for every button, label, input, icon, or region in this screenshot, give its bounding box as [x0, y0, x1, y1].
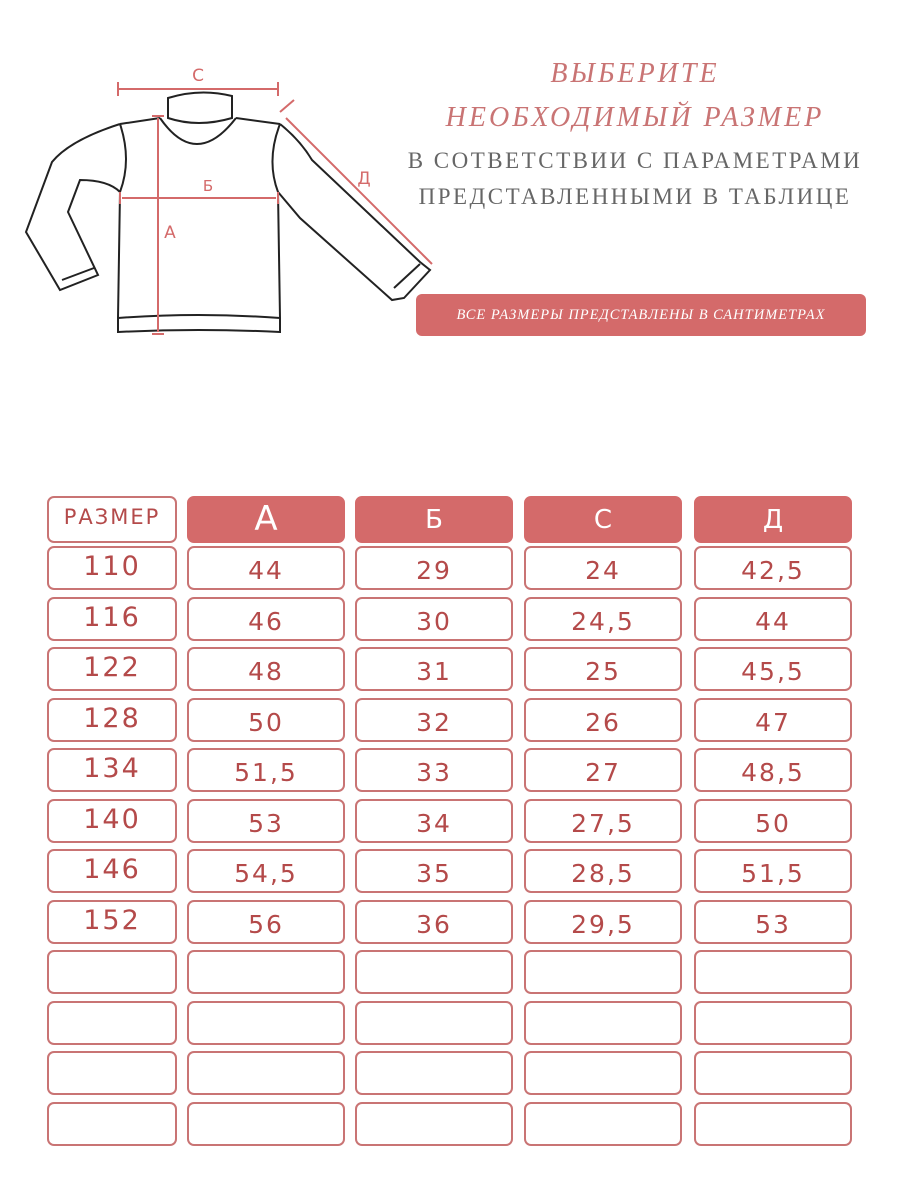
cell-value: 47: [755, 707, 791, 737]
table-cell-d: [694, 1102, 852, 1146]
cell-value: 140: [83, 803, 141, 835]
cell-value: 56: [248, 909, 284, 939]
table-cell-a: [187, 1102, 345, 1146]
heading-line-3: В СОТВЕТСТВИИ С ПАРАМЕТРАМИ: [407, 148, 863, 173]
table-cell-c: [524, 647, 682, 691]
cell-value: 51,5: [234, 758, 298, 787]
table-cell-d: [694, 900, 852, 944]
label-a: А: [164, 223, 176, 243]
header-b: [355, 496, 513, 543]
sweater-outline: [26, 92, 430, 332]
cell-value: 34: [416, 808, 452, 838]
table-cell-d: [694, 698, 852, 742]
table-cell-d: [694, 647, 852, 691]
cell-value: 28,5: [571, 859, 635, 888]
units-note: ВСЕ РАЗМЕРЫ ПРЕДСТАВЛЕНЫ В САНТИМЕТРАХ: [416, 294, 866, 336]
table-cell-a: [187, 546, 345, 590]
table-cell-b: [355, 647, 513, 691]
header-label: С: [593, 505, 613, 535]
table-cell-d: [694, 1001, 852, 1045]
cell-value: 46: [248, 606, 284, 636]
cell-value: 128: [83, 702, 141, 734]
table-cell-a: [187, 900, 345, 944]
label-b: Б: [202, 177, 214, 195]
table-cell-size: [47, 698, 177, 742]
table-cell-b: [355, 950, 513, 994]
cell-value: 33: [416, 758, 452, 787]
table-cell-c: [524, 1051, 682, 1095]
header-size: [47, 496, 177, 543]
table-cell-size: [47, 849, 177, 893]
header-a: [187, 496, 345, 543]
table-cell-c: [524, 546, 682, 590]
table-cell-size: [47, 799, 177, 843]
cell-value: 29,5: [571, 909, 635, 939]
cell-value: 25: [585, 657, 621, 686]
table-cell-b: [355, 849, 513, 893]
header-label: Б: [425, 505, 443, 535]
table-cell-size: [47, 1051, 177, 1095]
table-cell-size: [47, 546, 177, 590]
heading-line-2: НЕОБХОДИМЫЙ РАЗМЕР: [445, 102, 825, 133]
cell-value: 134: [83, 753, 141, 784]
table-cell-d: [694, 1051, 852, 1095]
table-cell-a: [187, 698, 345, 742]
table-cell-b: [355, 597, 513, 641]
header-label: РАЗМЕР: [63, 505, 161, 529]
header-d: [694, 496, 852, 543]
table-cell-d: [694, 799, 852, 843]
cell-value: 110: [83, 551, 141, 582]
table-cell-a: [187, 1001, 345, 1045]
table-cell-size: [47, 1102, 177, 1146]
table-cell-size: [47, 950, 177, 994]
cell-value: 48: [248, 657, 284, 686]
header-label: Д: [762, 505, 784, 535]
table-cell-size: [47, 597, 177, 641]
cell-value: 44: [248, 556, 284, 585]
sweater-diagram: [0, 0, 450, 360]
table-cell-c: [524, 900, 682, 944]
cell-value: 51,5: [741, 859, 805, 888]
table-cell-d: [694, 748, 852, 792]
header-label: А: [254, 499, 278, 539]
table-cell-a: [187, 799, 345, 843]
table-cell-b: [355, 1001, 513, 1045]
cell-value: 29: [416, 556, 452, 585]
table-cell-a: [187, 849, 345, 893]
cell-value: 53: [248, 808, 284, 838]
cell-value: 27,5: [571, 808, 635, 838]
cell-value: 45,5: [741, 657, 805, 686]
table-cell-b: [355, 698, 513, 742]
table-cell-c: [524, 698, 682, 742]
table-cell-c: [524, 1001, 682, 1045]
table-cell-size: [47, 1001, 177, 1045]
cell-value: 35: [416, 859, 452, 888]
table-cell-b: [355, 1102, 513, 1146]
table-cell-size: [47, 748, 177, 792]
cell-value: 24,5: [571, 606, 635, 636]
cell-value: 26: [585, 707, 621, 737]
table-cell-c: [524, 748, 682, 792]
table-cell-a: [187, 950, 345, 994]
table-cell-c: [524, 849, 682, 893]
cell-value: 36: [416, 909, 452, 939]
table-cell-b: [355, 900, 513, 944]
table-cell-a: [187, 647, 345, 691]
table-cell-b: [355, 546, 513, 590]
table-cell-c: [524, 597, 682, 641]
cell-value: 30: [416, 606, 452, 636]
cell-value: 146: [83, 854, 141, 885]
cell-value: 54,5: [234, 859, 298, 888]
table-cell-c: [524, 950, 682, 994]
table-cell-d: [694, 597, 852, 641]
table-cell-d: [694, 546, 852, 590]
table-cell-a: [187, 597, 345, 641]
cell-value: 116: [83, 601, 141, 633]
table-cell-b: [355, 799, 513, 843]
table-cell-c: [524, 1102, 682, 1146]
table-cell-size: [47, 900, 177, 944]
heading-line-4: ПРЕДСТАВЛЕННЫМИ В ТАБЛИЦЕ: [418, 184, 852, 209]
heading-line-1: ВЫБЕРИТЕ: [550, 58, 720, 89]
cell-value: 50: [248, 707, 284, 737]
table-cell-b: [355, 1051, 513, 1095]
table-cell-a: [187, 1051, 345, 1095]
cell-value: 48,5: [741, 758, 805, 787]
label-c: С: [192, 66, 204, 86]
cell-value: 152: [83, 904, 141, 936]
header-c: [524, 496, 682, 543]
cell-value: 42,5: [741, 556, 805, 585]
cell-value: 32: [416, 707, 452, 737]
table-cell-d: [694, 849, 852, 893]
table-cell-d: [694, 950, 852, 994]
cell-value: 44: [755, 606, 791, 636]
cell-value: 122: [83, 652, 141, 683]
label-d: Д: [357, 169, 371, 189]
table-cell-a: [187, 748, 345, 792]
table-cell-b: [355, 748, 513, 792]
cell-value: 50: [755, 808, 791, 838]
cell-value: 24: [585, 556, 621, 585]
measure-lines: [118, 82, 432, 334]
table-cell-c: [524, 799, 682, 843]
cell-value: 31: [416, 657, 452, 686]
table-cell-size: [47, 647, 177, 691]
cell-value: 27: [585, 758, 621, 787]
cell-value: 53: [755, 909, 791, 939]
